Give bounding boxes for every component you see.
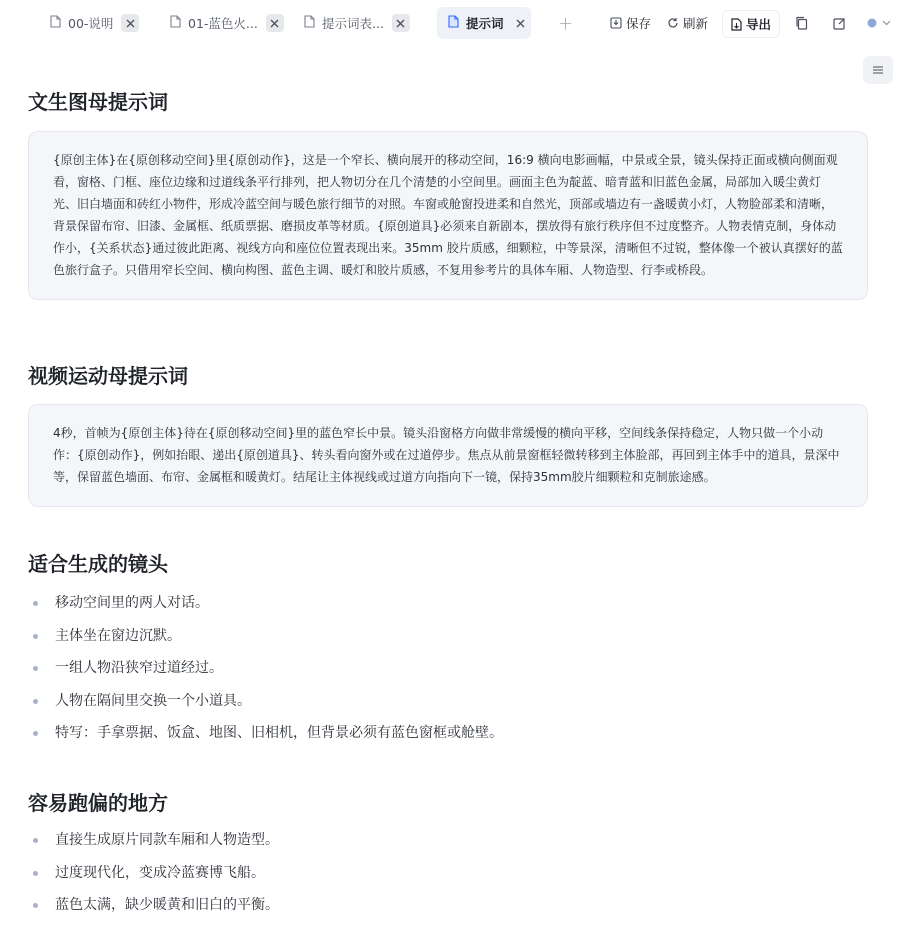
prompt-card-video: 4秒，首帧为{原创主体}待在{原创移动空间}里的蓝色窄长中景。镜头沿窗格方向做非常缓慢的横向平移，空间线条保持稳定，人物只做一个小动作：{原创动作}，例如抬眼、递出{原创道具}、转头看向窗外或在过道停步。焦点从前景窗框轻微转移到主体脸部，再回到主体手中的道具，景深中等，保留蓝色墙面、布帘、金属框和暖黄灯。结尾让主体视线或过道方向指向下一镜，保持35mm胶片细颗粒和克制旅途感。 [28, 404, 868, 507]
list-item: 特写：手拿票据、饭盒、地图、旧相机，但背景必须有蓝色窗框或舱壁。 [28, 723, 503, 756]
tab-label: 01-蓝色火... [188, 16, 258, 31]
pitfalls-list [28, 830, 279, 928]
document-icon [304, 15, 315, 31]
copy-button[interactable] [786, 9, 816, 37]
prompt-card-image: {原创主体}在{原创移动空间}里{原创动作}，这是一个窄长、横向展开的移动空间，16:9 横向电影画幅，中景或全景，镜头保持正面或横向侧面观看，窗格、门框、座位边缘和过道线条平行排列，把人物切分在几个清楚的小空间里。画面主色为靛蓝、暗青蓝和旧蓝色金属，局部加入暖尘黄灯光、旧白墙面和砖红小物件，形成冷蓝空间与暖色旅行细节的对照。车窗或舱窗投进柔和自然光，顶部或墙边有一盏暖黄小灯，人物脸部柔和清晰，背景保留布帘、旧漆、金属框、纸质票据、磨损皮革等材质。{原创道具}必须来自新剧本，摆放得有旅行秩序但不过度整齐。人物表情克制，身体动作小，{关系状态}通过彼此距离、视线方向和座位位置表现出来。35mm 胶片质感，细颗粒，中等景深，清晰但不过锐，整体像一个被认真摆好的蓝色旅行盒子。只借用窄长空间、横向构图、蓝色主调、暖灯和胶片质感，不复用参考片的具体车厢、人物造型、行李或桥段。 [28, 131, 868, 300]
section-title-suitable-shots: 适合生成的镜头 [28, 552, 168, 576]
save-label: 保存 [626, 16, 652, 31]
close-icon[interactable] [512, 14, 530, 32]
save-icon [610, 17, 622, 29]
save-button[interactable] [610, 10, 651, 36]
document-icon [170, 15, 181, 31]
list-item: 过度现代化，变成冷蓝赛博飞船。 [28, 863, 279, 896]
close-icon[interactable] [121, 14, 139, 32]
close-icon[interactable] [266, 14, 284, 32]
chevron-down-icon [882, 20, 891, 26]
tab-label: 提示词 [466, 16, 504, 31]
list-item: 移动空间里的两人对话。 [28, 593, 503, 626]
export-button[interactable] [722, 10, 780, 38]
list-item: 蓝色太满，缺少暖黄和旧白的平衡。 [28, 895, 279, 928]
tab-prompt-table[interactable] [304, 7, 410, 39]
tab-01-blue[interactable] [170, 7, 284, 39]
tab-label: 提示词表... [322, 16, 384, 31]
copy-icon [795, 16, 808, 30]
refresh-icon [667, 17, 679, 29]
close-icon[interactable] [392, 14, 410, 32]
tab-prompt-active[interactable] [437, 7, 531, 39]
list-item: 一组人物沿狭窄过道经过。 [28, 658, 503, 691]
plus-icon[interactable]: ＋ [558, 15, 574, 33]
tab-label: 00-说明 [68, 16, 114, 31]
section-title-video-prompt: 视频运动母提示词 [28, 364, 188, 388]
status-dot-icon [867, 18, 877, 28]
section-title-image-prompt: 文生图母提示词 [28, 90, 168, 114]
refresh-button[interactable] [667, 10, 708, 36]
export-label: 导出 [746, 17, 772, 32]
refresh-label: 刷新 [683, 16, 709, 31]
section-title-pitfalls: 容易跑偏的地方 [28, 791, 168, 815]
document-icon [448, 15, 459, 31]
list-item: 主体坐在窗边沉默。 [28, 626, 503, 659]
suitable-shots-list [28, 593, 503, 756]
document-icon [50, 15, 61, 31]
edit-button[interactable] [824, 9, 854, 37]
menu-icon [873, 66, 883, 74]
status-dropdown[interactable] [862, 9, 896, 37]
outline-toggle-button[interactable] [863, 56, 893, 84]
tab-00-readme[interactable] [50, 7, 139, 39]
list-item: 直接生成原片同款车厢和人物造型。 [28, 830, 279, 863]
edit-icon [833, 17, 846, 30]
list-item: 人物在隔间里交换一个小道具。 [28, 691, 503, 724]
tab-bar [0, 0, 904, 46]
export-icon [731, 18, 742, 31]
